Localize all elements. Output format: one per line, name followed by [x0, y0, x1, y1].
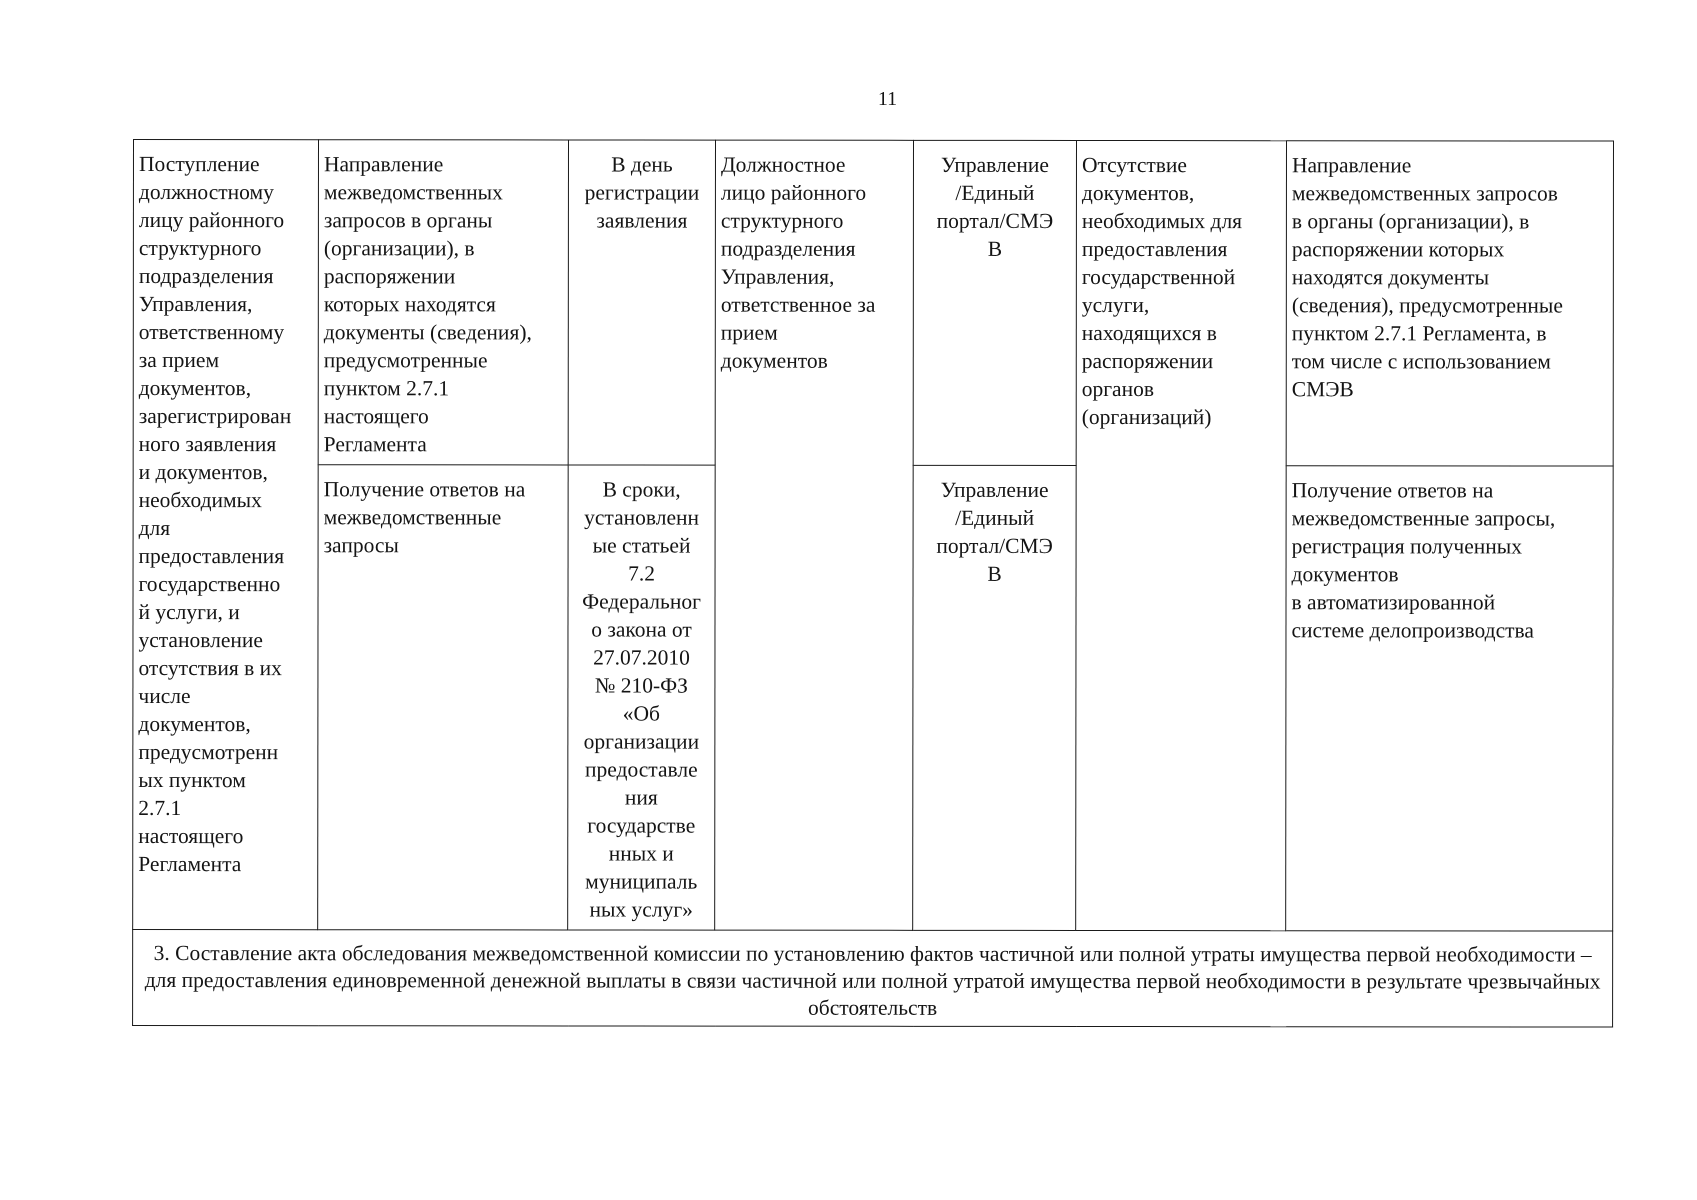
action-cell-1 — [318, 140, 568, 465]
table-row — [133, 930, 1613, 1028]
page-number: 11 — [877, 88, 898, 110]
step-cell — [133, 140, 319, 930]
result-text-2: Получение ответов на межведомственные запросы, регистрация полученных документов в автоматизированной системе делопроизводства — [1291, 478, 1556, 643]
term-text-2: В сроки, установленн ые статьей 7.2 Федеральног о закона от 27.07.2010 № 210-ФЗ «Об организации предоставле ния государстве нных и муниципаль ных услуг» — [582, 477, 701, 922]
term-cell-1 — [568, 140, 715, 465]
criteria-text: Отсутствие документов, необходимых для предоставления государственной услуги, находящихся в распоряжении органов (организаций) — [1081, 152, 1243, 430]
term-cell-2 — [568, 465, 715, 930]
procedure-table — [132, 139, 1614, 1028]
table-row — [133, 140, 1613, 467]
step-text: Поступление должностному лицу районного структурного подразделения Управления, ответственному за прием документов, зарегистрирован ного заявления и документов, необходимых для предоставления государственно й услуги, и установление отсутствия в их числе документов, предусмотренн ых пунктом 2.7.1 настоящего Регламента — [138, 152, 292, 877]
result-cell-1 — [1286, 141, 1613, 466]
result-text-1: Направление межведомственных запросов в органы (организации), в распоряжении которых находятся документы (сведения), предусмотренные пунктом 2.7.1 Регламента, в том числе с использованием СМЭВ — [1291, 153, 1563, 402]
action-cell-2 — [318, 465, 568, 930]
result-cell-2 — [1286, 466, 1613, 931]
section-3-text: 3. Составление акта обследования межведомственной комиссии по установлению фактов частичной или полной утраты имущества первой необходимости – для предоставления единовременной денежной выплаты в связи частичной или полной утратой имущества первой необходимости в результате чрезвычайных обстоятельств — [144, 941, 1601, 1020]
responsible-text: Должностное лицо районного структурного подразделения Управления, ответственное за прием документов — [720, 152, 876, 373]
criteria-cell — [1076, 140, 1287, 930]
section-3-heading — [133, 930, 1613, 1028]
term-text-1: В день регистрации заявления — [584, 152, 700, 233]
place-cell-2 — [913, 465, 1076, 930]
action-text-2: Получение ответов на межведомственные запросы — [323, 477, 526, 558]
place-text-2: Управление /Единый портал/СМЭ В — [936, 477, 1053, 586]
responsible-cell — [715, 140, 914, 930]
place-cell-1 — [913, 140, 1076, 465]
place-text-1: Управление /Единый портал/СМЭ В — [936, 152, 1054, 261]
action-text-1: Направление межведомственных запросов в органы (организации), в распоряжении которых находятся документы (сведения), предусмотренные пунктом 2.7.1 настоящего Регламента — [323, 152, 532, 457]
